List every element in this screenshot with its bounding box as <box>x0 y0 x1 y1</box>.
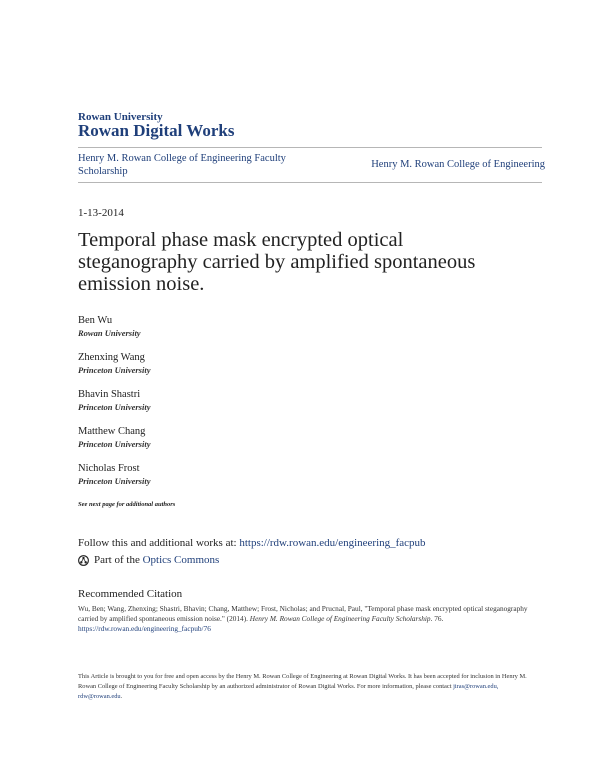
author-list <box>78 315 378 500</box>
header-rule-top <box>78 147 542 148</box>
citation-url-link[interactable]: https://rdw.rowan.edu/engineering_facpub/76 <box>78 624 211 633</box>
follow-text: Follow this and additional works at: <box>78 537 240 549</box>
part-of-line <box>78 554 219 566</box>
institution-name: Rowan University <box>78 111 163 123</box>
follow-url-link[interactable]: https://rdw.rowan.edu/engineering_facpub <box>239 537 426 549</box>
part-of-text: Part of the <box>94 554 140 566</box>
optics-commons-link[interactable]: Optics Commons <box>142 554 220 566</box>
author-name: Nicholas Frost <box>78 463 140 474</box>
author-name: Ben Wu <box>78 315 113 326</box>
citation-series: Henry M. Rowan College of Engineering Faculty Scholarship <box>249 614 431 623</box>
author-name: Matthew Chang <box>78 426 146 437</box>
author-affiliation: Princeton University <box>78 365 151 375</box>
author-name: Zhenxing Wang <box>78 352 145 363</box>
article-title: Temporal phase mask encrypted optical steganography carried by amplified spontaneous emission noise. <box>78 229 476 295</box>
follow-line <box>78 537 426 549</box>
author-affiliation: Princeton University <box>78 402 151 412</box>
network-icon <box>78 555 89 566</box>
author-item <box>78 426 378 463</box>
citation-main: Wu, Ben; Wang, Zhenxing; Shastri, Bhavin; Chang, Matthew; Frost, Nicholas; and Prucnal, Paul, "Temporal phase mask encrypted optical steganography carried by amplified spontaneous emission noise." (2014). <box>78 604 528 623</box>
citation-number: . 76. <box>430 614 444 623</box>
author-name: Bhavin Shastri <box>78 389 141 400</box>
author-item <box>78 352 378 389</box>
author-affiliation: Rowan University <box>78 328 141 338</box>
header-rule-bottom <box>78 182 542 183</box>
collection-link-left[interactable]: Henry M. Rowan College of Engineering Faculty Scholarship <box>78 153 286 177</box>
contact-email-link[interactable]: jiras@rowan.edu, rdw@rowan.edu <box>78 683 499 700</box>
author-affiliation: Princeton University <box>78 476 151 486</box>
publication-date: 1-13-2014 <box>78 207 124 219</box>
author-item <box>78 389 378 426</box>
footer-end: . <box>120 693 123 700</box>
see-next-page-note: See next page for additional authors <box>78 501 176 508</box>
repository-name[interactable]: Rowan Digital Works <box>78 121 235 140</box>
author-item <box>78 463 378 500</box>
collection-link-right[interactable]: Henry M. Rowan College of Engineering <box>371 159 545 170</box>
author-affiliation: Princeton University <box>78 439 151 449</box>
citation-text <box>78 604 528 634</box>
recommended-citation-heading: Recommended Citation <box>78 588 183 600</box>
author-item <box>78 315 378 352</box>
access-footer <box>78 672 528 702</box>
footer-text: This Article is brought to you for free and open access by the Henry M. Rowan College of Engineering at Rowan Digital Works. It has been accepted for inclusion in Henry M. Rowan College of Engineering Faculty Scholarship by an authorized administrator of Rowan Digital Works. For more information, please contact <box>78 673 527 690</box>
